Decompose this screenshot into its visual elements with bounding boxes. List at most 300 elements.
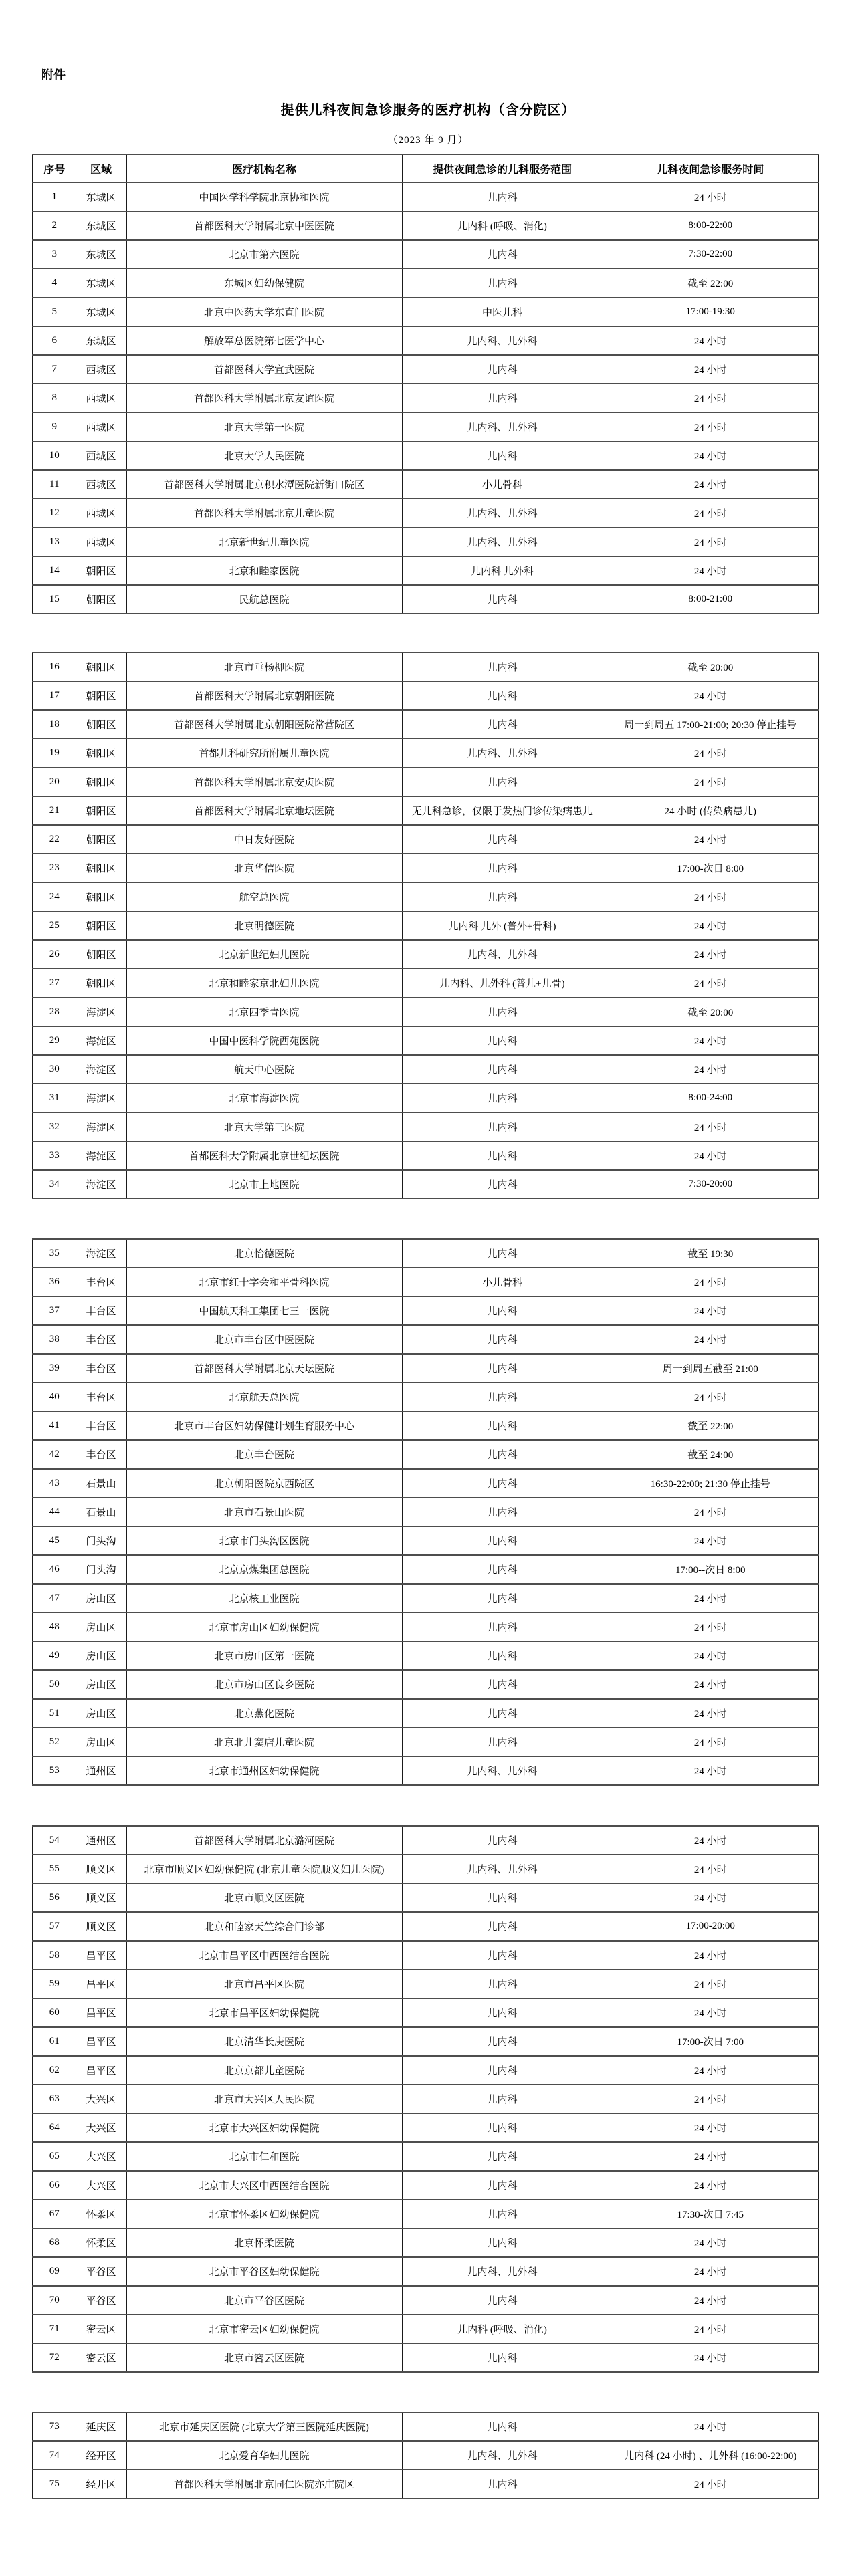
table-row xyxy=(33,240,819,269)
table-row xyxy=(33,585,819,614)
cell-hours: 截至 20:00 xyxy=(603,653,819,681)
cell-seq: 7 xyxy=(33,355,76,384)
cell-seq: 62 xyxy=(33,2056,76,2085)
cell-hours: 24 小时 xyxy=(603,2113,819,2142)
cell-district: 密云区 xyxy=(76,2315,126,2343)
cell-scope: 儿内科 xyxy=(402,1526,603,1555)
table-row xyxy=(33,1912,819,1941)
cell-hospital-name: 首都儿科研究所附属儿童医院 xyxy=(126,739,402,768)
cell-hospital-name: 北京大学人民医院 xyxy=(126,441,402,470)
cell-scope: 儿内科 xyxy=(402,1584,603,1613)
cell-scope: 儿内科 xyxy=(402,1354,603,1383)
cell-scope: 儿内科 xyxy=(402,1113,603,1141)
cell-seq: 48 xyxy=(33,1613,76,1641)
cell-seq: 28 xyxy=(33,998,76,1026)
cell-hours: 周一到周五 17:00-21:00; 20:30 停止挂号 xyxy=(603,710,819,739)
cell-district: 房山区 xyxy=(76,1641,126,1670)
cell-seq: 56 xyxy=(33,1883,76,1912)
cell-district: 海淀区 xyxy=(76,1055,126,1084)
cell-scope: 儿内科 xyxy=(402,1383,603,1411)
cell-hospital-name: 北京市顺义区妇幼保健院 (北京儿童医院顺义妇儿医院) xyxy=(126,1855,402,1883)
cell-hospital-name: 中国医学科学院北京协和医院 xyxy=(126,183,402,211)
cell-scope: 儿内科 xyxy=(402,384,603,413)
cell-hospital-name: 北京市怀柔区妇幼保健院 xyxy=(126,2200,402,2228)
cell-hospital-name: 北京北儿窦店儿童医院 xyxy=(126,1728,402,1756)
header-district: 区域 xyxy=(76,154,126,183)
cell-hours: 17:00-次日 8:00 xyxy=(603,854,819,883)
cell-district: 海淀区 xyxy=(76,1239,126,1268)
cell-hospital-name: 北京核工业医院 xyxy=(126,1584,402,1613)
cell-district: 房山区 xyxy=(76,1613,126,1641)
cell-scope: 儿内科 xyxy=(402,1026,603,1055)
table-row xyxy=(33,883,819,911)
cell-hospital-name: 首都医科大学宣武医院 xyxy=(126,355,402,384)
cell-district: 朝阳区 xyxy=(76,969,126,998)
table-row xyxy=(33,1296,819,1325)
cell-scope: 儿内科 xyxy=(402,441,603,470)
cell-seq: 47 xyxy=(33,1584,76,1613)
cell-seq: 1 xyxy=(33,183,76,211)
cell-seq: 11 xyxy=(33,470,76,499)
page-title: 提供儿科夜间急诊服务的医疗机构（含分院区） xyxy=(280,103,576,118)
table-row xyxy=(33,183,819,211)
cell-district: 昌平区 xyxy=(76,1998,126,2027)
table-row xyxy=(33,1084,819,1113)
cell-seq: 30 xyxy=(33,1055,76,1084)
cell-hospital-name: 北京市海淀医院 xyxy=(126,1084,402,1113)
table-row xyxy=(33,2228,819,2257)
cell-hours: 24 小时 xyxy=(603,2085,819,2113)
cell-district: 东城区 xyxy=(76,211,126,240)
table-row xyxy=(33,556,819,585)
cell-district: 丰台区 xyxy=(76,1354,126,1383)
cell-district: 石景山 xyxy=(76,1469,126,1498)
cell-seq: 73 xyxy=(33,2412,76,2441)
cell-hours: 24 小时 xyxy=(603,1855,819,1883)
cell-hours: 24 小时 xyxy=(603,1756,819,1785)
table-row xyxy=(33,1613,819,1641)
table-row xyxy=(33,998,819,1026)
cell-hospital-name: 北京新世纪妇儿医院 xyxy=(126,940,402,969)
cell-hospital-name: 民航总医院 xyxy=(126,585,402,614)
cell-hours: 24 小时 xyxy=(603,1728,819,1756)
cell-seq: 64 xyxy=(33,2113,76,2142)
cell-district: 朝阳区 xyxy=(76,796,126,825)
cell-hours: 24 小时 xyxy=(603,1325,819,1354)
cell-scope: 儿内科 xyxy=(402,768,603,796)
cell-hours: 24 小时 xyxy=(603,1970,819,1998)
cell-hours: 24 小时 xyxy=(603,441,819,470)
cell-seq: 44 xyxy=(33,1498,76,1526)
table-row xyxy=(33,1555,819,1584)
cell-hours: 16:30-22:00; 21:30 停止挂号 xyxy=(603,1469,819,1498)
table-row xyxy=(33,1699,819,1728)
cell-hospital-name: 北京丰台医院 xyxy=(126,1440,402,1469)
cell-seq: 32 xyxy=(33,1113,76,1141)
cell-scope: 儿内科 xyxy=(402,1055,603,1084)
table-row xyxy=(33,269,819,298)
cell-hospital-name: 中日友好医院 xyxy=(126,825,402,854)
cell-district: 怀柔区 xyxy=(76,2228,126,2257)
cell-seq: 24 xyxy=(33,883,76,911)
cell-hospital-name: 北京中医药大学东直门医院 xyxy=(126,298,402,326)
cell-district: 门头沟 xyxy=(76,1526,126,1555)
cell-scope: 儿内科 xyxy=(402,710,603,739)
cell-district: 丰台区 xyxy=(76,1440,126,1469)
cell-hours: 24 小时 xyxy=(603,556,819,585)
cell-hours: 截至 22:00 xyxy=(603,1411,819,1440)
cell-scope: 儿内科 xyxy=(402,1970,603,1998)
cell-hospital-name: 首都医科大学附属北京地坛医院 xyxy=(126,796,402,825)
cell-seq: 50 xyxy=(33,1670,76,1699)
cell-hospital-name: 北京怀柔医院 xyxy=(126,2228,402,2257)
cell-hours: 24 小时 xyxy=(603,825,819,854)
cell-hospital-name: 北京市密云区医院 xyxy=(126,2343,402,2372)
cell-hours: 24 小时 xyxy=(603,326,819,355)
cell-district: 西城区 xyxy=(76,384,126,413)
cell-hours: 24 小时 xyxy=(603,940,819,969)
cell-district: 经开区 xyxy=(76,2441,126,2470)
cell-hours: 24 小时 xyxy=(603,681,819,710)
cell-hours: 24 小时 xyxy=(603,1641,819,1670)
cell-district: 房山区 xyxy=(76,1670,126,1699)
cell-hospital-name: 首都医科大学附属北京儿童医院 xyxy=(126,499,402,528)
table-row xyxy=(33,1440,819,1469)
cell-scope: 无儿科急诊，仅限于发热门诊传染病患儿 xyxy=(402,796,603,825)
cell-hours: 24 小时 xyxy=(603,2257,819,2286)
table-row xyxy=(33,528,819,556)
cell-hours: 8:00-21:00 xyxy=(603,585,819,614)
cell-scope: 儿内科、儿外科 xyxy=(402,326,603,355)
cell-scope: 儿内科 xyxy=(402,240,603,269)
table-row xyxy=(33,1239,819,1268)
cell-seq: 58 xyxy=(33,1941,76,1970)
table-row xyxy=(33,384,819,413)
cell-district: 朝阳区 xyxy=(76,883,126,911)
cell-hospital-name: 首都医科大学附属北京积水潭医院新街口院区 xyxy=(126,470,402,499)
cell-hospital-name: 首都医科大学附属北京世纪坛医院 xyxy=(126,1141,402,1170)
cell-scope: 儿内科 xyxy=(402,1239,603,1268)
cell-seq: 16 xyxy=(33,653,76,681)
cell-district: 丰台区 xyxy=(76,1411,126,1440)
cell-hospital-name: 北京清华长庚医院 xyxy=(126,2027,402,2056)
cell-scope: 儿内科 xyxy=(402,1084,603,1113)
cell-hospital-name: 首都医科大学附属北京同仁医院亦庄院区 xyxy=(126,2470,402,2498)
cell-scope: 儿内科、儿外科 xyxy=(402,1855,603,1883)
table-row xyxy=(33,1411,819,1440)
hospital-table-section-5 xyxy=(32,2412,819,2499)
table-row xyxy=(33,211,819,240)
cell-district: 石景山 xyxy=(76,1498,126,1526)
cell-hospital-name: 北京市门头沟区医院 xyxy=(126,1526,402,1555)
table-row xyxy=(33,2441,819,2470)
attachment-label: 附件 xyxy=(41,68,66,82)
cell-scope: 儿内科 xyxy=(402,1998,603,2027)
cell-hours: 24 小时 xyxy=(603,1699,819,1728)
cell-seq: 35 xyxy=(33,1239,76,1268)
cell-hours: 24 小时 xyxy=(603,1026,819,1055)
cell-district: 东城区 xyxy=(76,326,126,355)
cell-hours: 24 小时 xyxy=(603,969,819,998)
cell-hospital-name: 北京市平谷区医院 xyxy=(126,2286,402,2315)
cell-district: 海淀区 xyxy=(76,1170,126,1199)
cell-hospital-name: 北京市昌平区医院 xyxy=(126,1970,402,1998)
cell-district: 丰台区 xyxy=(76,1268,126,1296)
cell-district: 门头沟 xyxy=(76,1555,126,1584)
table-row xyxy=(33,1113,819,1141)
table-row xyxy=(33,739,819,768)
cell-district: 西城区 xyxy=(76,528,126,556)
cell-scope: 儿内科 xyxy=(402,1555,603,1584)
cell-seq: 19 xyxy=(33,739,76,768)
cell-scope: 儿内科、儿外科 xyxy=(402,1756,603,1785)
cell-scope: 儿内科、儿外科 xyxy=(402,2441,603,2470)
cell-seq: 17 xyxy=(33,681,76,710)
cell-scope: 儿内科 xyxy=(402,1941,603,1970)
cell-hospital-name: 北京新世纪儿童医院 xyxy=(126,528,402,556)
cell-seq: 8 xyxy=(33,384,76,413)
table-row xyxy=(33,2113,819,2142)
cell-hospital-name: 北京市大兴区妇幼保健院 xyxy=(126,2113,402,2142)
cell-hospital-name: 北京明德医院 xyxy=(126,911,402,940)
cell-hours: 24 小时 xyxy=(603,1498,819,1526)
cell-district: 大兴区 xyxy=(76,2085,126,2113)
cell-district: 朝阳区 xyxy=(76,911,126,940)
table-row xyxy=(33,1498,819,1526)
cell-hours: 24 小时 xyxy=(603,1526,819,1555)
cell-seq: 60 xyxy=(33,1998,76,2027)
cell-hospital-name: 北京市房山区妇幼保健院 xyxy=(126,1613,402,1641)
cell-hospital-name: 首都医科大学附属北京朝阳医院常营院区 xyxy=(126,710,402,739)
cell-seq: 2 xyxy=(33,211,76,240)
cell-hours: 8:00-24:00 xyxy=(603,1084,819,1113)
cell-district: 朝阳区 xyxy=(76,825,126,854)
cell-scope: 儿内科 xyxy=(402,2470,603,2498)
cell-hospital-name: 北京怡德医院 xyxy=(126,1239,402,1268)
header-hospital-name: 医疗机构名称 xyxy=(126,154,402,183)
cell-hours: 24 小时 (传染病患儿) xyxy=(603,796,819,825)
header-seq: 序号 xyxy=(33,154,76,183)
cell-district: 昌平区 xyxy=(76,2027,126,2056)
cell-seq: 42 xyxy=(33,1440,76,1469)
cell-hospital-name: 北京大学第三医院 xyxy=(126,1113,402,1141)
header-hours: 儿科夜间急诊服务时间 xyxy=(603,154,819,183)
cell-hours: 24 小时 xyxy=(603,768,819,796)
cell-hospital-name: 中国航天科工集团七三一医院 xyxy=(126,1296,402,1325)
table-row xyxy=(33,768,819,796)
cell-hospital-name: 北京京都儿童医院 xyxy=(126,2056,402,2085)
cell-scope: 儿内科 xyxy=(402,2412,603,2441)
cell-scope: 儿内科 xyxy=(402,2286,603,2315)
table-row xyxy=(33,2056,819,2085)
cell-district: 平谷区 xyxy=(76,2257,126,2286)
table-row xyxy=(33,2412,819,2441)
cell-seq: 15 xyxy=(33,585,76,614)
table-row xyxy=(33,326,819,355)
cell-district: 通州区 xyxy=(76,1756,126,1785)
cell-district: 顺义区 xyxy=(76,1912,126,1941)
cell-district: 海淀区 xyxy=(76,1026,126,1055)
cell-seq: 68 xyxy=(33,2228,76,2257)
cell-seq: 69 xyxy=(33,2257,76,2286)
cell-district: 昌平区 xyxy=(76,2056,126,2085)
cell-seq: 57 xyxy=(33,1912,76,1941)
cell-hospital-name: 北京市红十字会和平骨科医院 xyxy=(126,1268,402,1296)
cell-seq: 38 xyxy=(33,1325,76,1354)
cell-district: 东城区 xyxy=(76,240,126,269)
cell-seq: 14 xyxy=(33,556,76,585)
cell-hours: 24 小时 xyxy=(603,2286,819,2315)
cell-district: 朝阳区 xyxy=(76,739,126,768)
cell-seq: 66 xyxy=(33,2171,76,2200)
cell-scope: 儿内科 xyxy=(402,183,603,211)
cell-district: 大兴区 xyxy=(76,2171,126,2200)
cell-hours: 24 小时 xyxy=(603,1941,819,1970)
cell-hospital-name: 北京市延庆区医院 (北京大学第三医院延庆医院) xyxy=(126,2412,402,2441)
cell-seq: 10 xyxy=(33,441,76,470)
cell-hours: 截至 19:30 xyxy=(603,1239,819,1268)
cell-hours: 24 小时 xyxy=(603,739,819,768)
cell-seq: 71 xyxy=(33,2315,76,2343)
cell-hospital-name: 中国中医科学院西苑医院 xyxy=(126,1026,402,1055)
cell-hospital-name: 北京市第六医院 xyxy=(126,240,402,269)
cell-district: 通州区 xyxy=(76,1826,126,1855)
cell-hospital-name: 北京大学第一医院 xyxy=(126,413,402,441)
cell-hospital-name: 北京朝阳医院京西院区 xyxy=(126,1469,402,1498)
cell-scope: 儿内科 xyxy=(402,2343,603,2372)
cell-seq: 25 xyxy=(33,911,76,940)
cell-district: 大兴区 xyxy=(76,2113,126,2142)
cell-scope: 儿内科、儿外科 (普儿+儿骨) xyxy=(402,969,603,998)
cell-scope: 儿内科 xyxy=(402,355,603,384)
cell-hospital-name: 北京市丰台区妇幼保健计划生育服务中心 xyxy=(126,1411,402,1440)
cell-seq: 33 xyxy=(33,1141,76,1170)
table-row xyxy=(33,969,819,998)
cell-hours: 24 小时 xyxy=(603,384,819,413)
cell-scope: 儿内科、儿外科 xyxy=(402,413,603,441)
cell-scope: 儿内科 xyxy=(402,854,603,883)
cell-seq: 45 xyxy=(33,1526,76,1555)
cell-seq: 40 xyxy=(33,1383,76,1411)
cell-district: 东城区 xyxy=(76,298,126,326)
cell-hospital-name: 首都医科大学附属北京中医医院 xyxy=(126,211,402,240)
cell-hospital-name: 北京和睦家医院 xyxy=(126,556,402,585)
cell-district: 顺义区 xyxy=(76,1855,126,1883)
cell-district: 密云区 xyxy=(76,2343,126,2372)
cell-hospital-name: 首都医科大学附属北京潞河医院 xyxy=(126,1826,402,1855)
cell-scope: 儿内科 xyxy=(402,1613,603,1641)
cell-scope: 儿内科 xyxy=(402,2027,603,2056)
cell-seq: 22 xyxy=(33,825,76,854)
cell-scope: 儿内科 xyxy=(402,1440,603,1469)
table-row xyxy=(33,2171,819,2200)
cell-scope: 儿内科 xyxy=(402,1728,603,1756)
cell-hours: 8:00-22:00 xyxy=(603,211,819,240)
cell-seq: 65 xyxy=(33,2142,76,2171)
cell-scope: 儿内科 xyxy=(402,269,603,298)
cell-hours: 17:00-次日 7:00 xyxy=(603,2027,819,2056)
cell-scope: 儿内科 xyxy=(402,1699,603,1728)
cell-seq: 49 xyxy=(33,1641,76,1670)
table-row xyxy=(33,681,819,710)
cell-district: 朝阳区 xyxy=(76,556,126,585)
cell-seq: 63 xyxy=(33,2085,76,2113)
hospital-table-section-2 xyxy=(32,652,819,1199)
table-row xyxy=(33,1941,819,1970)
table-row xyxy=(33,1998,819,2027)
cell-scope: 儿内科、儿外科 xyxy=(402,2257,603,2286)
cell-scope: 儿内科 xyxy=(402,1826,603,1855)
cell-scope: 儿内科 xyxy=(402,2113,603,2142)
table-row xyxy=(33,441,819,470)
cell-hours: 24 小时 xyxy=(603,1383,819,1411)
cell-seq: 51 xyxy=(33,1699,76,1728)
cell-hours: 24 小时 xyxy=(603,911,819,940)
cell-hours: 24 小时 xyxy=(603,1296,819,1325)
cell-hospital-name: 北京市房山区良乡医院 xyxy=(126,1670,402,1699)
cell-hospital-name: 北京市丰台区中医医院 xyxy=(126,1325,402,1354)
table-row xyxy=(33,653,819,681)
table-row xyxy=(33,1756,819,1785)
cell-district: 丰台区 xyxy=(76,1296,126,1325)
cell-scope: 儿内科、儿外科 xyxy=(402,940,603,969)
cell-district: 东城区 xyxy=(76,269,126,298)
cell-district: 朝阳区 xyxy=(76,854,126,883)
cell-scope: 儿内科 xyxy=(402,2228,603,2257)
cell-district: 顺义区 xyxy=(76,1883,126,1912)
cell-hospital-name: 北京市仁和医院 xyxy=(126,2142,402,2171)
hospital-table-section-4 xyxy=(32,1825,819,2373)
cell-seq: 43 xyxy=(33,1469,76,1498)
cell-district: 海淀区 xyxy=(76,1141,126,1170)
cell-hours: 24 小时 xyxy=(603,1584,819,1613)
cell-scope: 儿内科 xyxy=(402,2171,603,2200)
cell-hours: 儿内科 (24 小时) 、儿外科 (16:00-22:00) xyxy=(603,2441,819,2470)
cell-seq: 61 xyxy=(33,2027,76,2056)
cell-hours: 24 小时 xyxy=(603,2315,819,2343)
cell-hospital-name: 首都医科大学附属北京友谊医院 xyxy=(126,384,402,413)
cell-seq: 46 xyxy=(33,1555,76,1584)
table-row xyxy=(33,1883,819,1912)
table-row xyxy=(33,796,819,825)
cell-seq: 52 xyxy=(33,1728,76,1756)
cell-hours: 24 小时 xyxy=(603,1113,819,1141)
cell-district: 西城区 xyxy=(76,441,126,470)
cell-seq: 13 xyxy=(33,528,76,556)
cell-hours: 24 小时 xyxy=(603,1055,819,1084)
cell-district: 朝阳区 xyxy=(76,710,126,739)
hospital-table-section-3 xyxy=(32,1238,819,1786)
cell-scope: 儿内科 xyxy=(402,1498,603,1526)
cell-hours: 7:30-20:00 xyxy=(603,1170,819,1199)
cell-hours: 24 小时 xyxy=(603,2228,819,2257)
cell-hours: 24 小时 xyxy=(603,2343,819,2372)
cell-hours: 24 小时 xyxy=(603,413,819,441)
cell-hours: 截至 20:00 xyxy=(603,998,819,1026)
cell-district: 延庆区 xyxy=(76,2412,126,2441)
cell-hospital-name: 北京市石景山医院 xyxy=(126,1498,402,1526)
cell-hospital-name: 东城区妇幼保健院 xyxy=(126,269,402,298)
header-scope: 提供夜间急诊的儿科服务范围 xyxy=(402,154,603,183)
cell-seq: 36 xyxy=(33,1268,76,1296)
table-row xyxy=(33,1670,819,1699)
cell-hours: 17:00--次日 8:00 xyxy=(603,1555,819,1584)
cell-district: 丰台区 xyxy=(76,1325,126,1354)
table-row xyxy=(33,1141,819,1170)
cell-district: 朝阳区 xyxy=(76,653,126,681)
table-row xyxy=(33,710,819,739)
table-row xyxy=(33,1383,819,1411)
